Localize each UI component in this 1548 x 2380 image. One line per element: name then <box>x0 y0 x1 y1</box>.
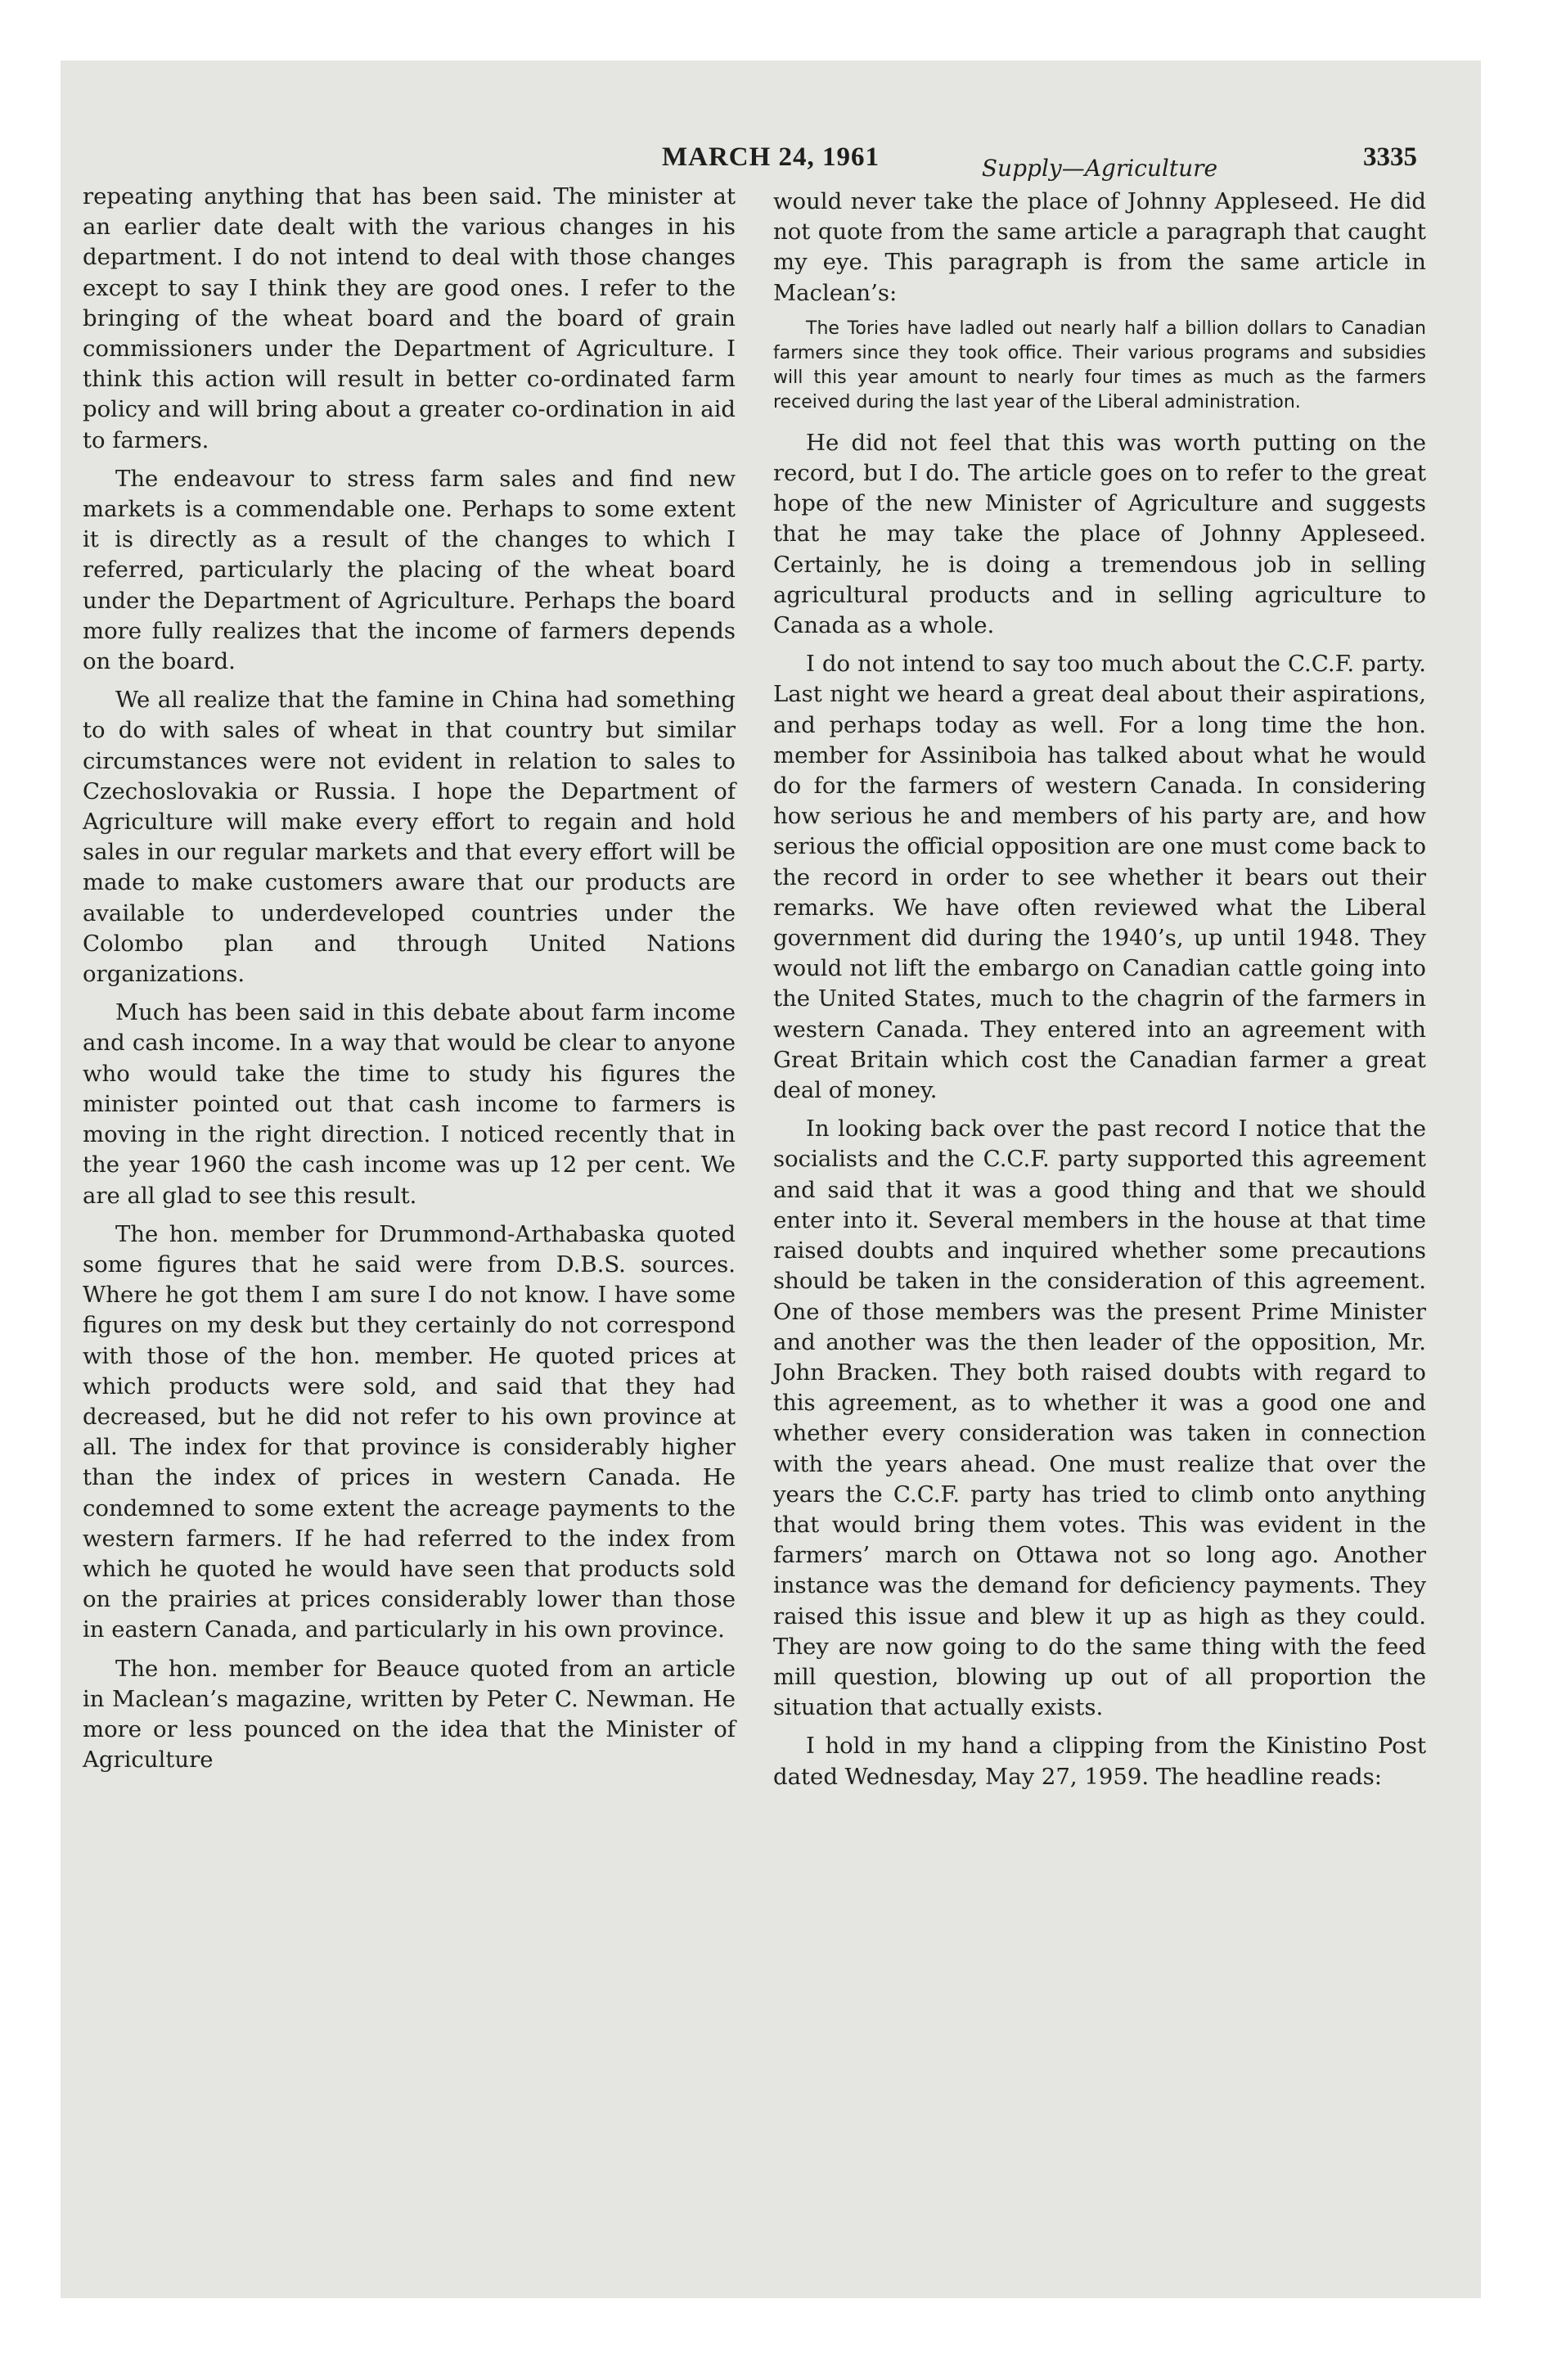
header-date: MARCH 24, 1961 <box>661 142 880 172</box>
section-title: Supply—Agriculture <box>981 155 1218 182</box>
paragraph: The endeavour to stress farm sales and find new markets is a commendable one. Perhaps to some extent it is directly as a result of the changes to which I referred, particularly the placing of the wheat board under the Department of Agriculture. Perhaps the board more fully realizes that the income of farmers depends on the board. <box>83 465 736 675</box>
block-quote <box>773 317 1426 415</box>
paragraph: I do not intend to say too much about the C.C.F. party. Last night we heard a great deal about their aspirations, and perhaps today as well. For a long time the hon. member for Assiniboia has talked about what he would do for the farmers of western Canada. In considering how serious he and members of his party are, and how serious the official opposition are one must come back to the record in order to see whether it bears out their remarks. We have often reviewed what the Liberal government did during the 1940’s, up until 1948. They would not lift the embargo on Canadian cattle going into the United States, much to the chagrin of the farmers in western Canada. They entered into an agreement with Great Britain which cost the Canadian farmer a great deal of money. <box>773 651 1426 1104</box>
paragraph: We all realize that the famine in China had something to do with sales of wheat in that country but similar circumstances were not evident in relation to sales to Czechoslovakia or Russia. I hope the Department of Agriculture will make every effort to regain and hold sales in our regular markets and that every effort will be made to make customers aware that our products are available to underdeveloped countries under the Colombo plan and through United Nations organizations. <box>83 687 736 988</box>
paragraph: In looking back over the past record I notice that the socialists and the C.C.F. party supported this agreement and said that it was a good thing and that we should enter into it. Several members in the house at that time raised doubts and inquired whether some precautions should be taken in the consideration of this agreement. One of those members was the present Prime Minister and another was the then leader of the opposition, Mr. John Bracken. They both raised doubts with regard to this agreement, as to whether it was a good one and whether every consideration was taken in connection with the years ahead. One must realize that over the years the C.C.F. party has tried to climb onto anything that would bring them votes. This was evident in the farmers’ march on Ottawa not so long ago. Another instance was the demand for deficiency payments. They raised this issue and blew it up as high as they could. They are now going to do the same thing with the feed mill question, blowing up out of all proportion the situation that actually exists. <box>773 1116 1426 1721</box>
quote-text: The Tories have ladled out nearly half a billion dollars to Canadian farmers since they took office. Their various programs and subsidies will this year amount to nearly four times as much as the farmers received during the last year of the Liberal administration. <box>773 318 1426 412</box>
paragraph: The hon. member for Beauce quoted from an article in Maclean’s magazine, written by Peter C. Newman. He more or less pounced on the idea that the Minister of Agriculture <box>83 1655 736 1774</box>
paragraph: would never take the place of Johnny Appleseed. He did not quote from the same article a paragraph that caught my eye. This paragraph is from the same article in Maclean’s: <box>773 188 1426 306</box>
paragraph: He did not feel that this was worth putting on the record, but I do. The article goes on to refer to the great hope of the new Minister of Agriculture and suggests that he may take the place of Johnny Appleseed. Certainly, he is doing a tremendous job in selling agricultural products and in selling agriculture to Canada as a whole. <box>773 429 1426 639</box>
left-column <box>83 182 736 1801</box>
page-scan <box>61 61 1481 2298</box>
paragraph: Much has been said in this debate about farm income and cash income. In a way that would be clear to anyone who would take the time to study his figures the minister pointed out that cash income to farmers is moving in the right direction. I noticed recently that in the year 1960 the cash income was up 12 per cent. We are all glad to see this result. <box>83 999 736 1209</box>
page-number: 3335 <box>1363 142 1417 172</box>
paragraph: repeating anything that has been said. The minister at an earlier date dealt with the various changes in his department. I do not intend to deal with those changes except to say I think they are good ones. I refer to the bringing of the wheat board and the board of grain commissioners under the Department of Agriculture. I think this action will result in better co-ordinated farm policy and will bring about a greater co-ordination in aid to farmers. <box>83 183 736 453</box>
paragraph: The hon. member for Drummond-Arthabaska quoted some figures that he said were from D.B.S. sources. Where he got them I am sure I do not know. I have some figures on my desk but they certainly do not correspond with those of the hon. member. He quoted prices at which products were sold, and said that they had decreased, but he did not refer to his own province at all. The index for that province is considerably higher than the index of prices in western Canada. He condemned to some extent the acreage payments to the western farmers. If he had referred to the index from which he quoted he would have seen that products sold on the prairies at prices considerably lower than those in eastern Canada, and particularly in his own province. <box>83 1220 736 1643</box>
paragraph: I hold in my hand a clipping from the Kinistino Post dated Wednesday, May 27, 1959. The headline reads: <box>773 1733 1426 1790</box>
